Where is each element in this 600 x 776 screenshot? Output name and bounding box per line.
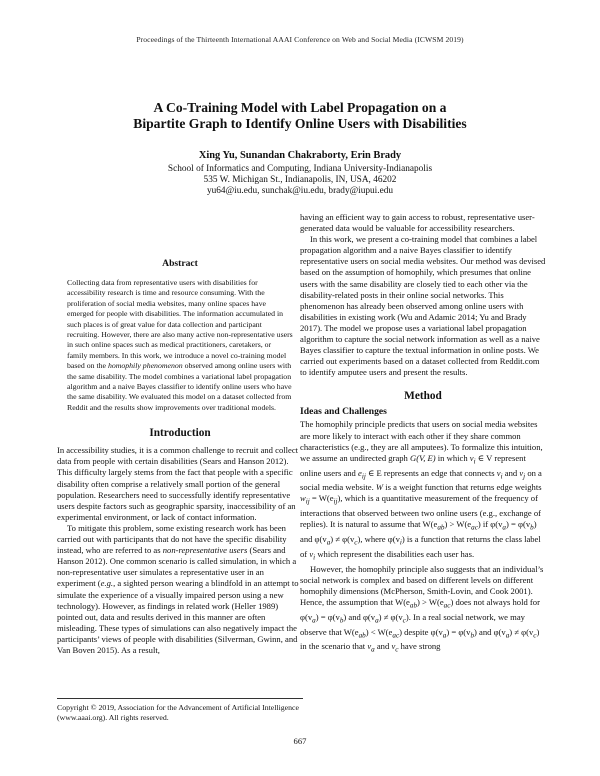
left-column bbox=[57, 258, 303, 656]
ideas-challenges-heading: Ideas and Challenges bbox=[300, 406, 387, 418]
method-body bbox=[300, 419, 546, 656]
title-line-2: Bipartite Graph to Identify Online Users with Disabilities bbox=[133, 116, 467, 131]
intro-paragraph-2: To mitigate this problem, some existing research work has been carried out with participants that do not have the specific disability instead, who are referred to as non-representative users (Sears and Hanson 2012). One common scenario is called simulation, in which a non-representative user simulates a representative user in an experiment (e.g., a sighted person wearing a blindfold in an attempt to simulate the experience of a visually impaired person using a new technology). However, as findings in related work (Heller 1989) pointed out, data and results derived in this manner are often misleading. These types of simulations can also negatively impact the participants’ views of people with disabilities (Silverman, Gwinn, and Van Boven 2015). As a result, bbox=[57, 522, 299, 655]
copyright-notice: Copyright © 2019, Association for the Advancement of Artificial Intelligence (www.aaai.org). All rights reserved. bbox=[57, 698, 303, 723]
right-column-body bbox=[300, 212, 546, 378]
affiliation-line-2: 535 W. Michigan St., Indianapolis, IN, USA, 46202 bbox=[203, 175, 397, 185]
method-paragraph-1: The homophily principle predicts that users on social media websites are more likely to interact with each other if they share common characteristics (e.g., they are all amputees). To formalize this intuition, we assume an undirected graph G(V, E) in which $v_i$ ∈ V represent online users and $e_{ij}$ ∈ E represents an edge that connects $v_i$ and $v_j$ on a social media website. W is a weight function that returns edge weights $w_{ij} = W(e_{ij})$, which is a quantitative measurement of the frequency of interactions that observed between two online users (e.g., exchange of replies). It is natural to assume that $W(e_{ab}) > W(e_{ac})$ if $\varphi(v_a) = \varphi(v_b)$ and $\varphi(v_a) \ne \varphi(v_c)$, where $\varphi(v_i)$ is a function that returns the class label of $v_i$ which represent the disabilities each user has. bbox=[300, 419, 543, 562]
intro-paragraph-1: In accessibility studies, it is a common challenge to recruit and collect data from people with certain disabilities (Sears and Hanson 2012). This difficulty largely stems from the fact that people with a specific disability often comprise a relatively small portion of the general population. Researchers need to successfully identify representative users despite factors such as geographic sparsity, inaccessibility of an experimental environment, or lack of contact information. bbox=[57, 445, 299, 522]
proceedings-header: Proceedings of the Thirteenth International AAAI Conference on Web and Social Media (ICWSM 2019) bbox=[136, 35, 464, 44]
method-paragraph-2: However, the homophily principle also suggests that an individual’s social network is complex and based on different levels on different homophily dimensions (McPherson, Smith-Lovin, and Cook 2001). Hence, the assumption that $W(e_{ab}) > W(e_{ac})$ does not always hold for $\varphi(v_a) = \varphi(v_b)$ and $\varphi(v_a) \ne \varphi(v_c)$. In a real social network, we may observe that $W(e_{ab}) < W(e_{ac})$ despite $\varphi(v_a) = \varphi(v_b)$ and $\varphi(v_a) \ne \varphi(v_c)$ in the scenario that $v_a$ and $v_c$ have strong bbox=[300, 563, 544, 655]
right-column bbox=[300, 212, 546, 656]
author-emails: yu64@iu.edu, sunchak@iu.edu, brady@iupui.edu bbox=[206, 186, 394, 196]
method-heading: Method bbox=[404, 390, 442, 403]
paper-title bbox=[60, 100, 540, 132]
author-list: Xing Yu, Sunandan Chakraborty, Erin Brady bbox=[198, 150, 402, 161]
intro-paragraph-work: In this work, we present a co-training model that combines a label propagation algorithm and a naive Bayes classifier to identify representative users on social media websites. Our method was devised based on the assumption of homophily, which presumes that online users with the same disability are closely tied to each other via the disability-related posts in their online social networks. This phenomenon has already been observed among online users with disabilities in existing work (Wu and Adamic 2014; Yu and Brady 2017). The model we propose uses a variational label propagation algorithm to capture the social network information as well as a naive Bayes classifier to capture the textual information in online posts. We carried out experiments based on a dataset collected from Reddit.com to identify amputee users and present the results. bbox=[300, 234, 546, 378]
abstract-body: Collecting data from representative users with disabilities for accessibility research is time and resource consuming. With the proliferation of social media websites, many online spaces have emerged for people with disabilities. The information accumulated in such places is of great value for data collection and participant recruiting. However, there are also many active non-representative users in such online spaces such as medical practitioners, caretakers, or family members. In this work, we introduce a novel co-training model based on the homophily phenomenon observed among online users with the same disability. The model combines a variational label propagation algorithm and a naive Bayes classifier to identify online users who have the same disability. We evaluated this model on a dataset collected from Reddit and the results show improvements over traditional models. bbox=[67, 278, 293, 412]
page-number: 667 bbox=[293, 736, 307, 746]
affiliation-line-1: School of Informatics and Computing, Indiana University-Indianapolis bbox=[167, 164, 433, 174]
title-line-1: A Co-Training Model with Label Propagation on a bbox=[153, 100, 447, 115]
abstract-heading: Abstract bbox=[162, 258, 198, 269]
introduction-heading: Introduction bbox=[149, 427, 211, 440]
abstract-italic-term: homophily phenomenon bbox=[107, 361, 183, 371]
intro-paragraph-continued: having an efficient way to gain access to robust, representative user-generated data would be valuable for accessibility researchers. bbox=[300, 212, 535, 234]
introduction-body bbox=[57, 445, 303, 656]
